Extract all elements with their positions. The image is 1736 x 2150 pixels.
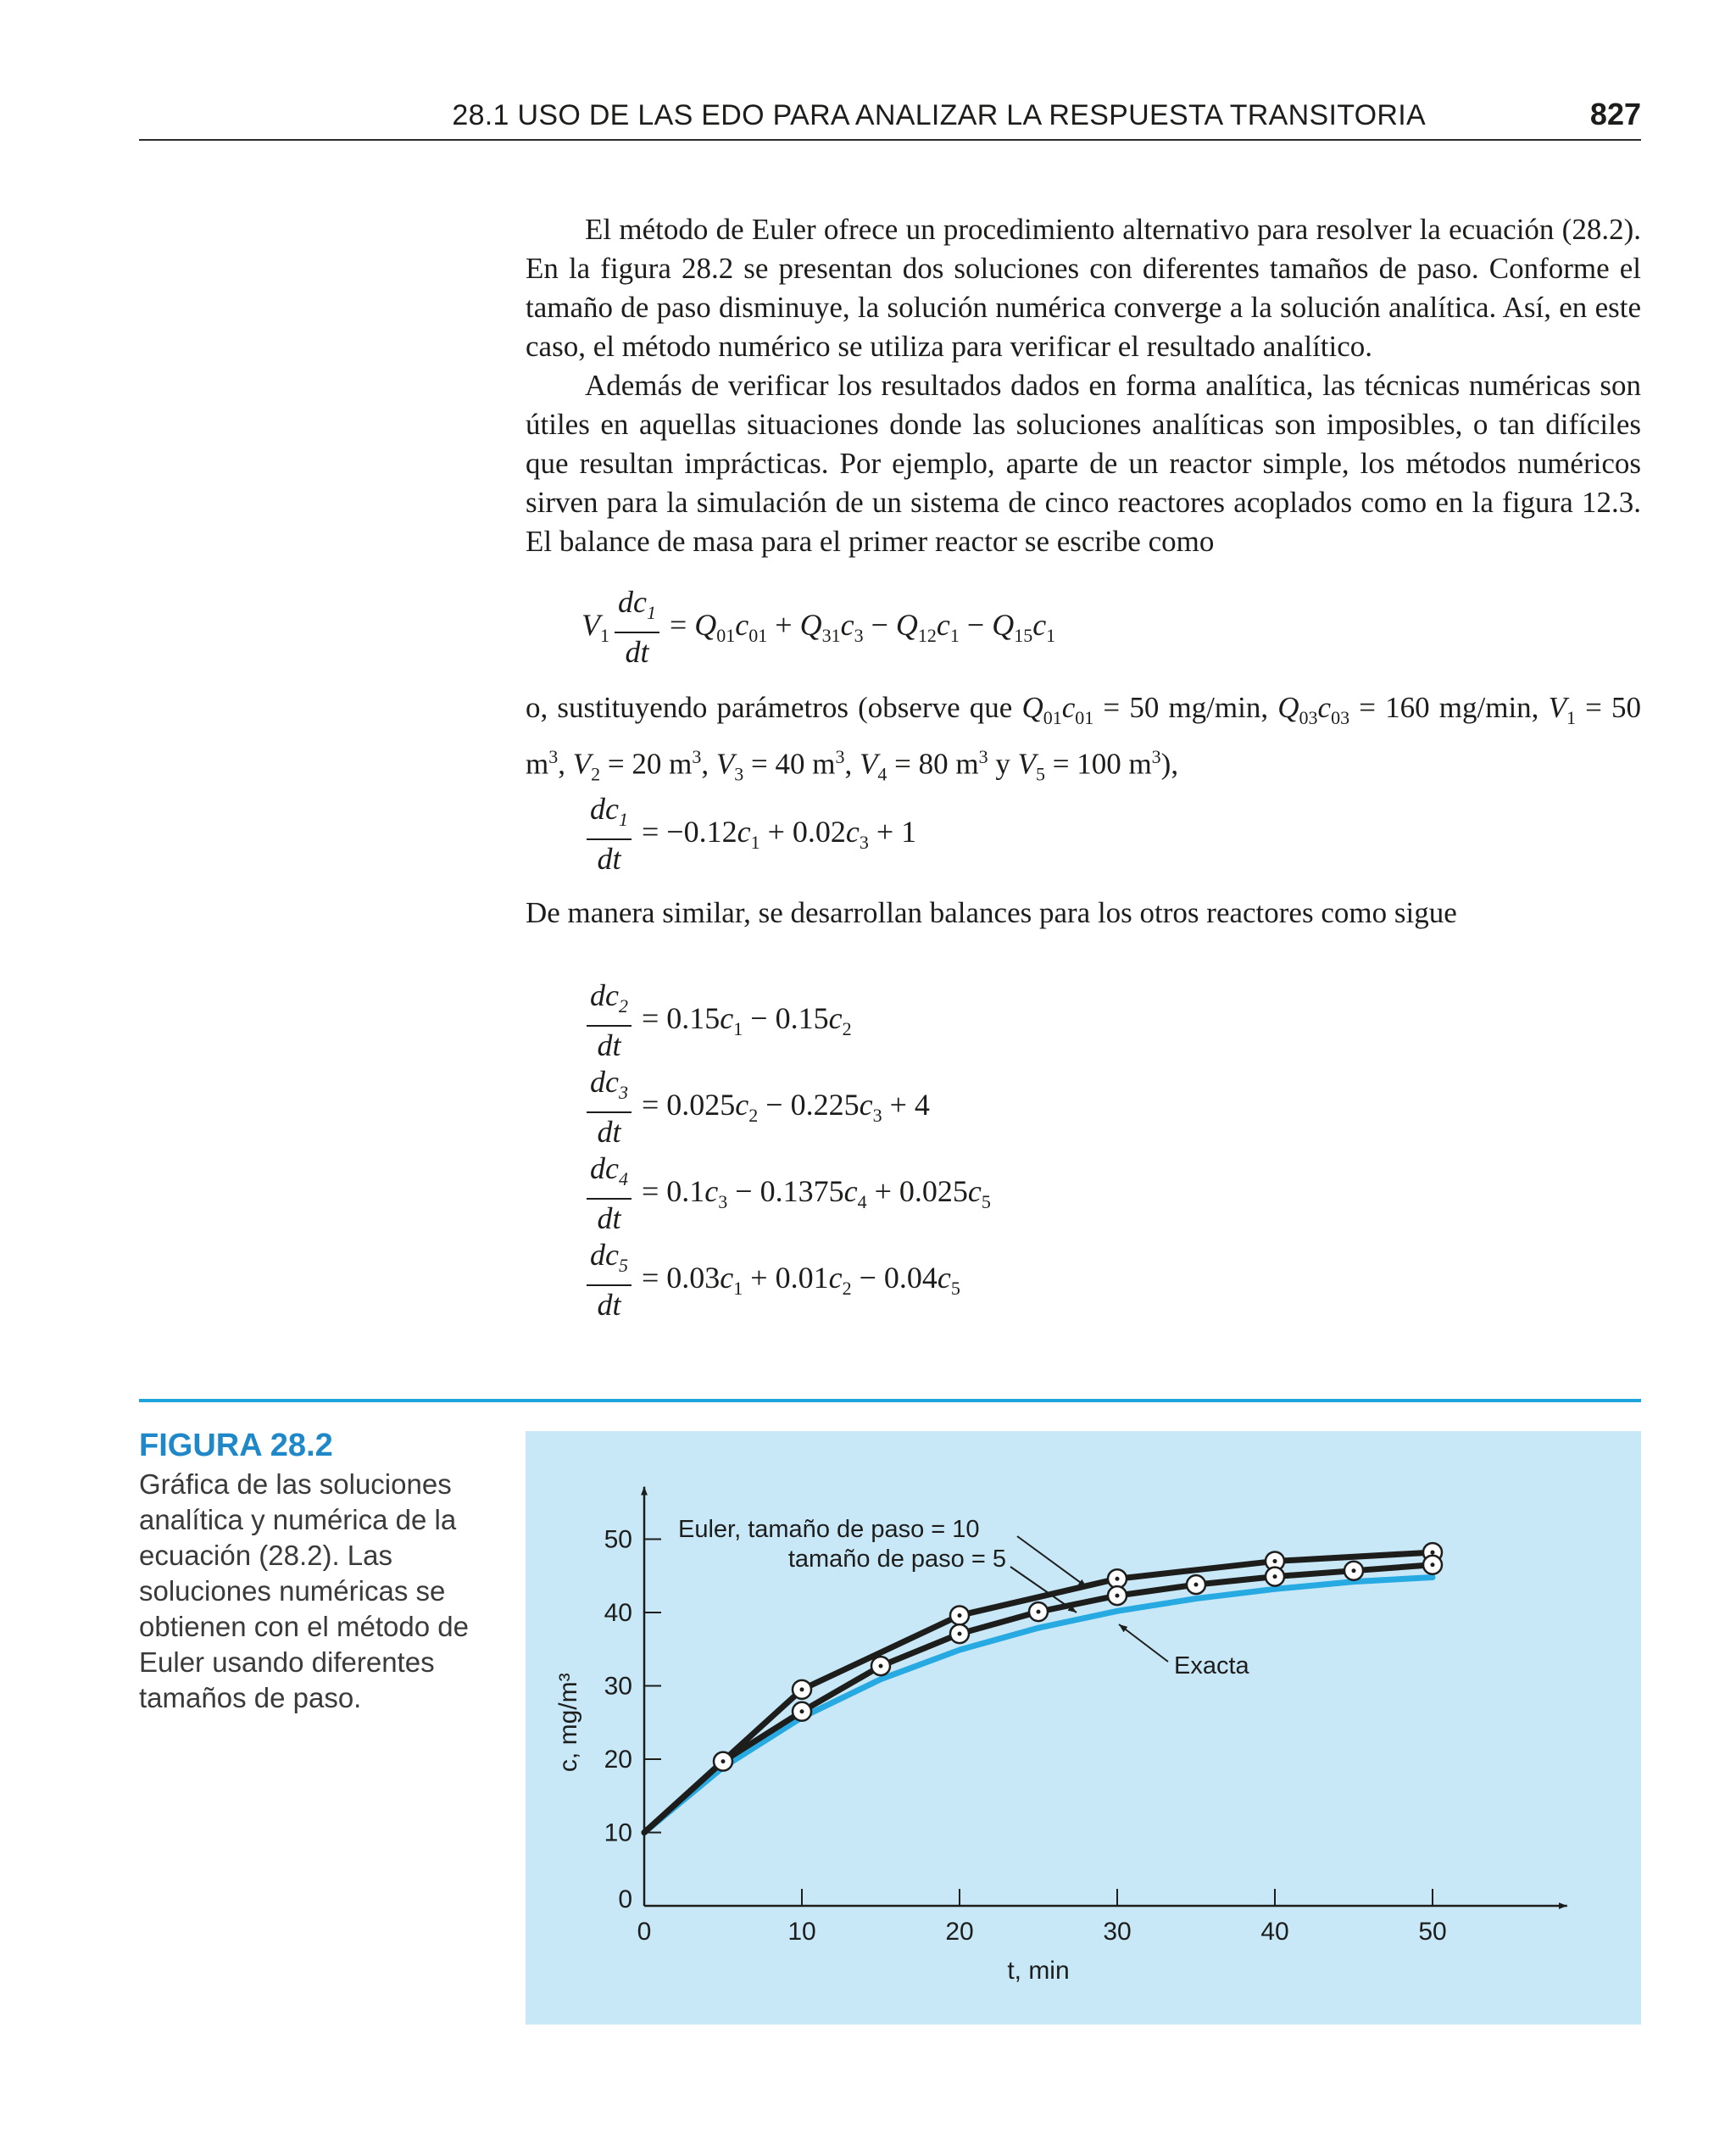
paragraph-3-start: o, sustituyendo parámetros (observe que — [526, 691, 1022, 724]
data-point-dot — [958, 1632, 962, 1636]
section-title: 28.1 USO DE LAS EDO PARA ANALIZAR LA RESPUESTA TRANSITORIA — [452, 99, 1426, 131]
data-point-dot — [958, 1613, 962, 1618]
figure-divider — [139, 1399, 1641, 1402]
y-axis-label: c, mg/m³ — [554, 1673, 582, 1773]
figure-label: FIGURA 28.2 — [139, 1428, 333, 1463]
data-point-dot — [1273, 1574, 1277, 1579]
x-tick-label: 30 — [1103, 1918, 1132, 1946]
paragraph-4 — [526, 894, 1641, 933]
x-tick-label: 0 — [637, 1918, 652, 1946]
y-tick-label: 0 — [618, 1885, 632, 1913]
page-number: 827 — [1589, 97, 1641, 131]
data-point-dot — [1116, 1577, 1120, 1581]
equation-dc1: $\frac{dc_1}{dt}$ = $-0.12c_1 + 0.02c_3 + 1$ — [581, 790, 916, 877]
data-point-dot — [800, 1709, 804, 1713]
y-tick-label: 40 — [604, 1599, 632, 1627]
paragraph-3: o, sustituyendo parámetros (observe que $Q_{01}c_{01} = 50$ mg/min, $Q_{03}c_{03} = 160$ mg/min, $V_1 = 50$ $m^3$, $V_2 = 20$ $m^3$, $V_3 = 40$ $m^3$, $V_4 = 80$ $m^3$ y $V_5 = 100$ $m^3$), — [526, 691, 1642, 785]
y-tick-label: 30 — [604, 1672, 632, 1701]
figure-caption: Gráfica de las soluciones analítica y numérica de la ecuación (28.2). Las soluciones numéricas se obtienen con el método de Euler usando diferentes tamaños de paso. — [139, 1468, 469, 1713]
x-axis-label: t, min — [1007, 1957, 1070, 1985]
annotation-euler-step10: Euler, tamaño de paso = 10 — [678, 1516, 980, 1543]
data-point-dot — [1116, 1594, 1120, 1598]
equation-mass-balance: $V_1$ $\frac{dc_1}{dt}$ = $Q_{01}c_{01} + Q_{31}c_3 - Q_{12}c_1 - Q_{15}c_1$ — [581, 585, 1056, 670]
chart — [526, 1431, 1641, 2025]
body-text — [526, 210, 1641, 561]
equation-dc4: $\frac{dc_4}{dt}$ = $0.1c_3 - 0.1375c_4 + 0.025c_5$ — [581, 1150, 991, 1237]
leader-exacta — [1119, 1624, 1168, 1662]
equation-dc2: $\frac{dc_2}{dt}$ = $0.15c_1 - 0.15c_2$ — [581, 977, 852, 1064]
data-point-dot — [1431, 1551, 1435, 1555]
y-tick-label: 50 — [604, 1525, 632, 1554]
x-tick-label: 50 — [1418, 1918, 1447, 1946]
y-tick-label: 20 — [604, 1746, 632, 1774]
annotation-exacta: Exacta — [1174, 1652, 1249, 1679]
chart-panel — [526, 1431, 1641, 2025]
data-point-dot — [1352, 1568, 1356, 1573]
annotation-step5: tamaño de paso = 5 — [787, 1546, 1006, 1573]
x-tick-label: 20 — [945, 1918, 974, 1946]
y-tick-label: 10 — [604, 1819, 632, 1847]
x-tick-label: 40 — [1260, 1918, 1289, 1946]
paragraph-1: El método de Euler ofrece un procedimiento alternativo para resolver la ecuación (28.2). En la figura 28.2 se presentan dos soluciones con diferentes tamaños de paso. Conforme el tamaño de paso disminuye, la solución numérica converge a la solución analítica. Así, en este caso, el método numérico se utiliza para verificar el resultado analítico. — [526, 213, 1641, 363]
series-line-0 — [644, 1552, 1433, 1832]
data-point-dot — [800, 1687, 804, 1691]
data-point-dot — [721, 1759, 726, 1763]
equation-dc5: $\frac{dc_5}{dt}$ = $0.03c_1 + 0.01c_2 - 0.04c_5$ — [581, 1236, 960, 1323]
paragraph-4-text: De manera similar, se desarrollan balances para los otros reactores como sigue — [526, 896, 1457, 929]
paragraph-2: Además de verificar los resultados dados en forma analítica, las técnicas numéricas son útiles en aquellas situaciones donde las soluciones analíticas son imposibles, o tan difíciles que resultan imprácticas. Por ejemplo, aparte de un reactor simple, los métodos numéricos sirven para la simulación de un sistema de cinco reactores acoplados como en la figura 12.3. El balance de masa para el primer reactor se escribe como — [526, 369, 1641, 558]
equation-dc3: $\frac{dc_3}{dt}$ = $0.025c_2 - 0.225c_3 + 4$ — [581, 1063, 930, 1150]
data-point-dot — [1037, 1610, 1041, 1614]
data-point-dot — [879, 1664, 883, 1668]
x-tick-label: 10 — [787, 1918, 816, 1946]
data-point-dot — [1194, 1583, 1199, 1587]
running-header — [139, 92, 1641, 141]
data-point-dot — [1273, 1559, 1277, 1563]
data-point-dot — [1431, 1562, 1435, 1567]
